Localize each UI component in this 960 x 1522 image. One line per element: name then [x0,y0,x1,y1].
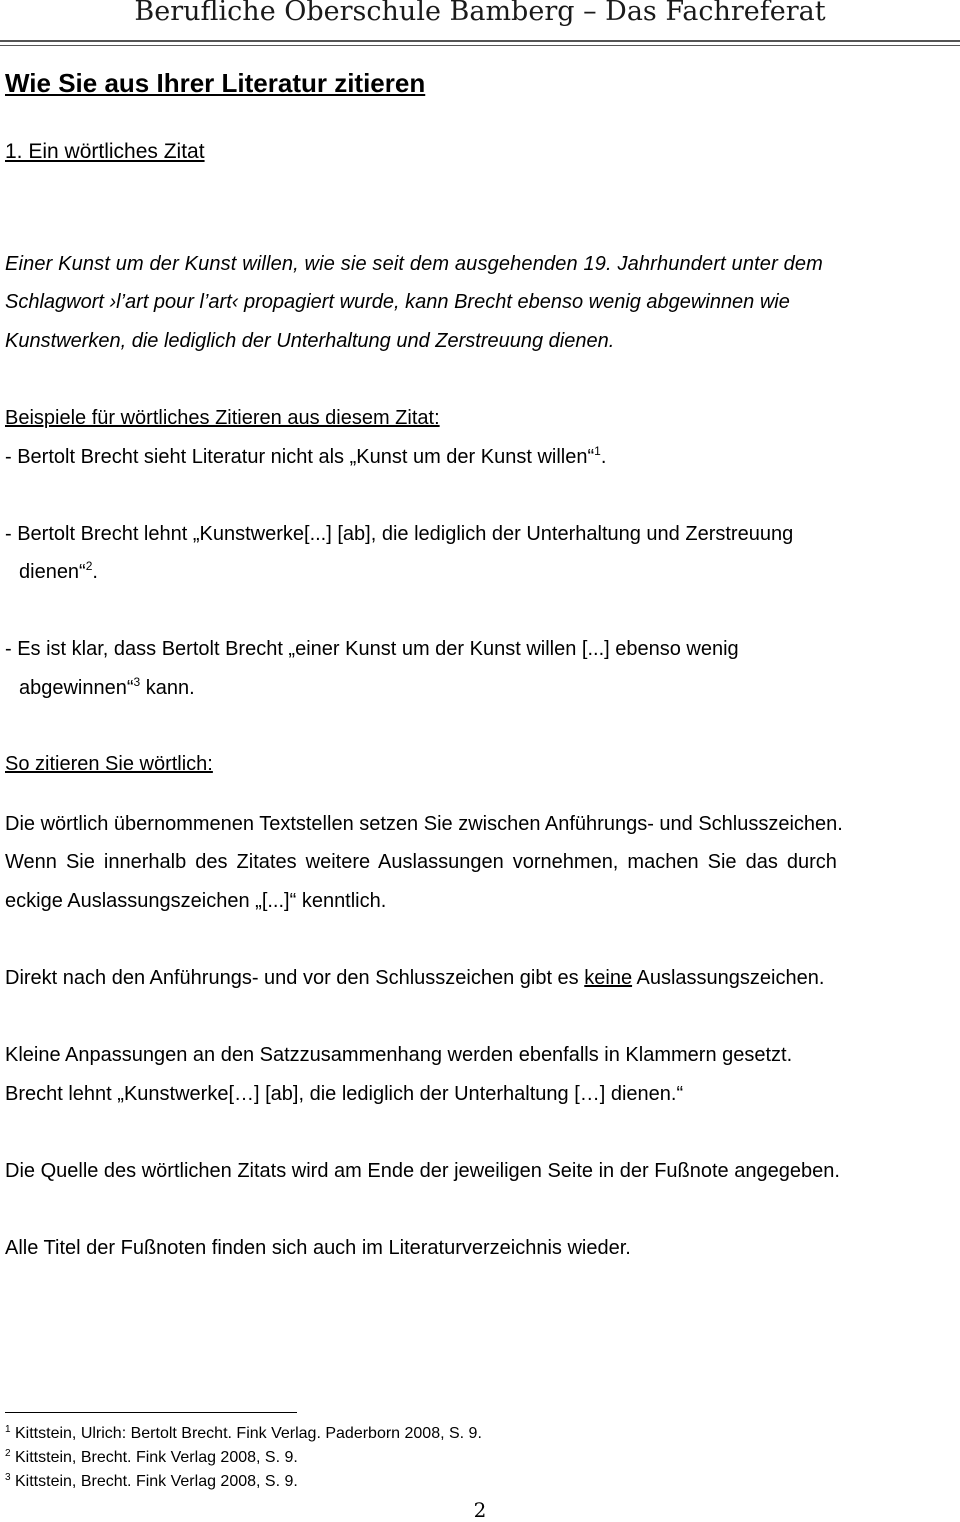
footnote-text: Kittstein, Brecht. Fink Verlag 2008, S. 9. [10,1473,298,1490]
section-title: 1. Ein wörtliches Zitat [5,140,205,163]
example-3-cont: abgewinnen“ [19,677,134,699]
howto-p3-line-1: Kleine Anpassungen an den Satzzusammenhang werden ebenfalls in Klammern gesetzt. [5,1044,793,1066]
howto-p2 [5,968,824,988]
footnote-ref-1: 1 [594,444,601,458]
quote-line-1-text: Einer Kunst um der Kunst willen, wie sie seit dem ausgehenden 19. Jahrhundert unter dem [5,253,823,275]
footnote-ref-2: 2 [85,559,93,573]
example-3-line-2 [19,675,195,699]
footnote-number: 2 [5,1448,11,1459]
footnote-number: 3 [5,1472,11,1483]
footnote [5,1474,298,1490]
howto-p5: Alle Titel der Fußnoten finden sich auch im Literaturverzeichnis wieder. [5,1237,631,1259]
header-divider-thin [0,45,960,46]
footnote-text: Kittstein, Ulrich: Bertolt Brecht. Fink Verlag. Paderborn 2008, S. 9. [10,1425,482,1442]
example-1-text: - Bertolt Brecht sieht Literatur nicht als „Kunst um der Kunst willen“ [5,446,595,468]
footnote-ref-3: 3 [133,675,141,689]
howto-heading: So zitieren Sie wörtlich: [5,753,213,775]
quote-line-3: Kunstwerken, die lediglich der Unterhaltung und Zerstreuung dienen. [5,330,615,352]
howto-p1-line-3: eckige Auslassungszeichen „[...]“ kenntlich. [5,890,387,912]
howto-p4: Die Quelle des wörtlichen Zitats wird am Ende der jeweiligen Seite in der Fußnote angegeben. [5,1160,840,1182]
howto-p1-line-2: Wenn Sie innerhalb des Zitates weitere Auslassungen vornehmen, machen Sie das durch [5,851,837,873]
footnote [5,1426,482,1442]
howto-p3-line-2: Brecht lehnt „Kunstwerke[…] [ab], die lediglich der Unterhaltung […] dienen.“ [5,1083,684,1105]
page-number: 2 [473,1498,487,1522]
example-1 [5,444,607,468]
footnote-separator [5,1412,297,1413]
footnote [5,1450,298,1466]
footnote-text: Kittstein, Brecht. Fink Verlag 2008, S. 9. [10,1449,298,1466]
example-1-end: . [600,446,607,468]
example-2-cont: dienen“ [19,561,86,583]
howto-p1-line-1: Die wörtlich übernommenen Textstellen setzen Sie zwischen Anführungs- und Schlusszeichen. [5,813,843,835]
quote-line-2: Schlagwort ›l’art pour l’art‹ propagiert wurde, kann Brecht ebenso wenig abgewinnen wie [5,291,790,313]
howto-p2-post: Auslassungszeichen. [632,967,825,989]
example-2-line-2 [19,559,98,583]
page-heading: Wie Sie aus Ihrer Literatur zitieren [5,68,426,98]
page-header-title: Berufliche Oberschule Bamberg – Das Fachreferat [134,0,826,27]
howto-p2-pre: Direkt nach den Anführungs- und vor den Schlusszeichen gibt es [5,967,585,989]
header-divider [0,40,960,42]
example-2-line-1: - Bertolt Brecht lehnt „Kunstwerke[...] [ab], die lediglich der Unterhaltung und Zerstreuung [5,523,794,545]
example-2-end: . [92,561,98,583]
examples-heading: Beispiele für wörtliches Zitieren aus diesem Zitat: [5,407,440,429]
example-3-line-1: - Es ist klar, dass Bertolt Brecht „einer Kunst um der Kunst willen [...] ebenso wenig [5,638,739,660]
example-3-end: kann. [140,677,195,699]
quote-line-1 [5,254,953,274]
howto-p2-keyword: keine [584,967,633,989]
footnote-number: 1 [5,1424,11,1435]
